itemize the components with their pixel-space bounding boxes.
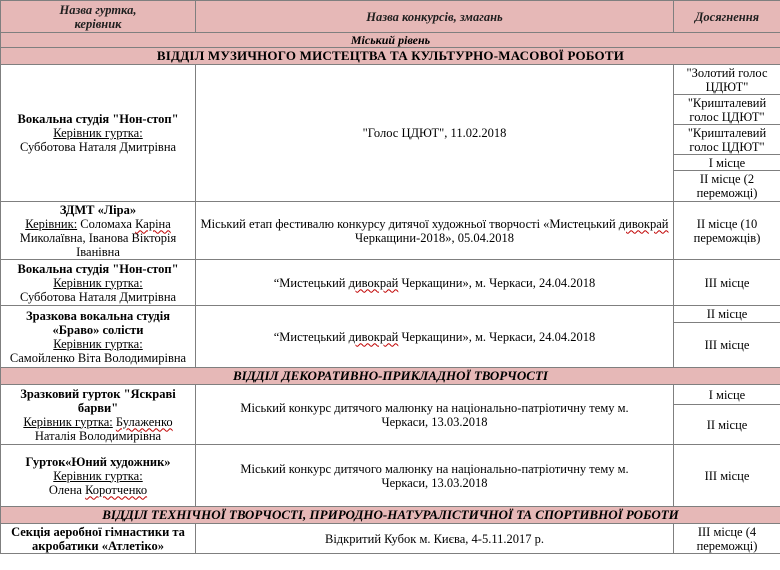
level-label: Міський рівень bbox=[1, 33, 780, 48]
club-name: Зразкова вокальна студія «Браво» солісти bbox=[26, 308, 170, 337]
leader-name: Наталія Володимирівна bbox=[34, 428, 162, 443]
leader-label: Керівник гуртка: bbox=[53, 126, 143, 140]
leader-name: Субботова Наталя Дмитрівна bbox=[19, 289, 177, 304]
contest-text: дивокрай bbox=[348, 275, 399, 290]
table-header-row bbox=[1, 1, 780, 33]
achievement-cell: ІІІ місце bbox=[674, 445, 780, 507]
table-row bbox=[1, 385, 780, 405]
achievement-cell: "Золотий голос ЦДЮТ" bbox=[674, 65, 780, 95]
table-row bbox=[1, 445, 780, 507]
header-contests: Назва конкурсів, змагань bbox=[196, 1, 674, 33]
table-row bbox=[1, 202, 780, 260]
club-name: Зразковий гурток "Яскраві барви" bbox=[20, 386, 176, 415]
achievement-cell: ІІ місце bbox=[674, 306, 780, 323]
achievement-cell: І місце bbox=[674, 385, 780, 405]
club-cell bbox=[1, 202, 196, 260]
club-name: Гурток«Юний художник» bbox=[25, 454, 171, 469]
header-achievements: Досягнення bbox=[674, 1, 780, 33]
leader-label: Керівник гуртка: bbox=[23, 414, 113, 429]
leader-label: Керівник гуртка: bbox=[53, 275, 143, 290]
achievement-cell: ІІІ місце bbox=[674, 323, 780, 368]
leader-name: Субботова Наталя Дмитрівна bbox=[19, 140, 177, 154]
club-cell bbox=[1, 306, 196, 368]
contest-cell: Міський конкурс дитячого малюнку на національно-патріотичну тему м. Черкаси, 13.03.2018 bbox=[196, 445, 674, 507]
department-row-music bbox=[1, 48, 780, 65]
contest-cell: "Голос ЦДЮТ", 11.02.2018 bbox=[196, 65, 674, 202]
contest-cell: Міський конкурс дитячого малюнку на національно-патріотичну тему м. Черкаси, 13.03.2018 bbox=[196, 385, 674, 445]
leader-name: Коротченко bbox=[85, 482, 148, 497]
leader-name: Олена bbox=[48, 482, 86, 497]
club-cell bbox=[1, 524, 196, 554]
achievement-cell: І місце bbox=[674, 155, 780, 171]
contest-text: Черкащини-2018», 05.04.2018 bbox=[355, 230, 514, 245]
contest-cell: Відкритий Кубок м. Києва, 4-5.11.2017 р. bbox=[196, 524, 674, 554]
achievement-cell: ІІІ місце bbox=[674, 260, 780, 306]
table-row bbox=[1, 306, 780, 323]
leader-name: Соломаха bbox=[77, 216, 136, 231]
table-row bbox=[1, 524, 780, 554]
table-row bbox=[1, 65, 780, 95]
achievement-cell: ІІ місце bbox=[674, 405, 780, 445]
club-cell bbox=[1, 65, 196, 202]
contest-text: “Мистецький bbox=[273, 329, 349, 344]
achievement-cell: "Кришталевий голос ЦДЮТ" bbox=[674, 125, 780, 155]
achievement-cell: ІІ місце (2 переможці) bbox=[674, 171, 780, 202]
leader-label: Керівник гуртка: bbox=[53, 468, 143, 483]
department-row-decor bbox=[1, 368, 780, 385]
contest-text: “Мистецький bbox=[273, 275, 349, 290]
club-name: Вокальна студія "Нон-стоп" bbox=[17, 112, 179, 126]
leader-label: Керівник гуртка: bbox=[53, 336, 143, 351]
leader-name: Каріна bbox=[135, 216, 171, 231]
achievement-cell: "Кришталевий голос ЦДЮТ" bbox=[674, 95, 780, 125]
leader-label: Керівник: bbox=[25, 216, 78, 231]
contest-text: Черкащини», м. Черкаси, 24.04.2018 bbox=[398, 329, 596, 344]
leader-text bbox=[3, 483, 193, 497]
contest-text: дивокрай bbox=[348, 329, 399, 344]
club-cell bbox=[1, 260, 196, 306]
table-row bbox=[1, 260, 780, 306]
club-cell bbox=[1, 385, 196, 445]
leader-name: Булаженко bbox=[115, 414, 173, 429]
leader-name: Миколаївна, Іванова Вікторія Іванівна bbox=[19, 230, 177, 259]
contest-cell bbox=[196, 202, 674, 260]
contest-text: дивокрай bbox=[618, 216, 669, 231]
club-cell bbox=[1, 445, 196, 507]
achievement-cell: ІІІ місце (4 переможці) bbox=[674, 524, 780, 554]
contest-text: Черкащини», м. Черкаси, 24.04.2018 bbox=[398, 275, 596, 290]
contest-text: Міський етап фестивалю конкурсу дитячої художньої творчості «Мистецький bbox=[200, 216, 619, 231]
level-row bbox=[1, 33, 780, 48]
achievement-cell: ІІ місце (10 переможців) bbox=[674, 202, 780, 260]
header-club-leader: Назва гуртка, керівник bbox=[1, 1, 196, 33]
department-row-tech bbox=[1, 507, 780, 524]
contest-cell bbox=[196, 306, 674, 368]
department-title-decor: ВІДДІЛ ДЕКОРАТИВНО-ПРИКЛАДНОЇ ТВОРЧОСТІ bbox=[1, 368, 780, 385]
department-title-music: ВІДДІЛ МУЗИЧНОГО МИСТЕЦТВА ТА КУЛЬТУРНО-МАСОВОЇ РОБОТИ bbox=[1, 48, 780, 65]
leader-text bbox=[3, 415, 193, 443]
club-name: Секція аеробної гімнастики та акробатики «Атлетіко» bbox=[11, 524, 185, 553]
department-title-tech: ВІДДІЛ ТЕХНІЧНОЇ ТВОРЧОСТІ, ПРИРОДНО-НАТУРАЛІСТИЧНОЇ ТА СПОРТИВНОЇ РОБОТИ bbox=[1, 507, 780, 524]
leader-text bbox=[3, 217, 193, 259]
club-name: ЗДМТ «Ліра» bbox=[59, 202, 137, 217]
club-name: Вокальна студія "Нон-стоп" bbox=[17, 261, 179, 276]
leader-name: Самойленко Віта Володимирівна bbox=[9, 350, 187, 365]
contest-cell bbox=[196, 260, 674, 306]
